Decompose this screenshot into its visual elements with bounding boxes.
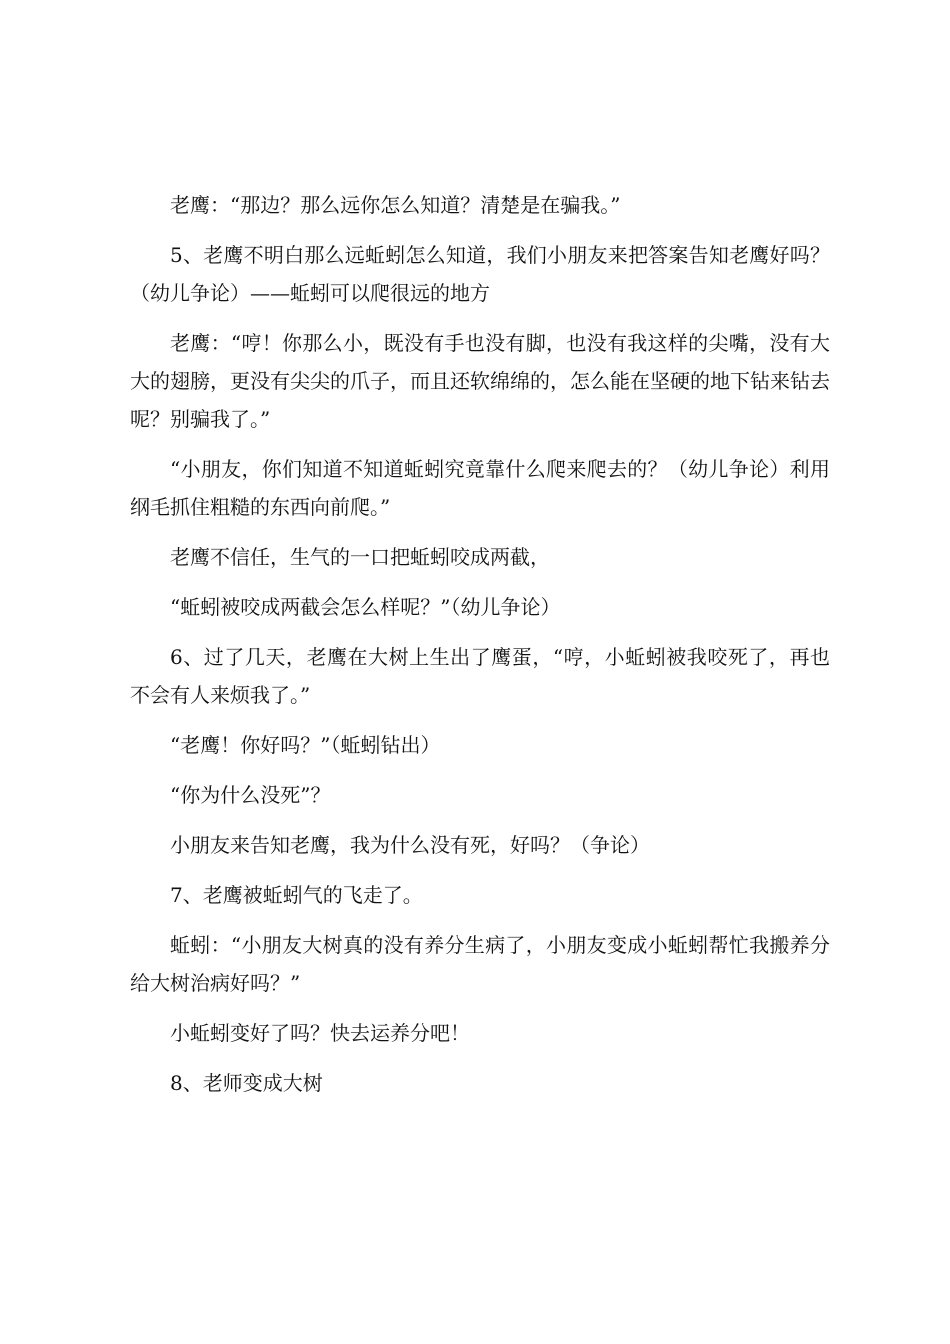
paragraph-why-not-dead: “你为什么没死”？ — [170, 783, 331, 807]
paragraph-earthworm-asks-help: 蚯蚓：“小朋友大树真的没有养分生病了，小朋友变成小蚯蚓帮忙我搬养分给大树治病好吗？” — [130, 933, 830, 995]
paragraph-hello-eagle: “老鹰！你好吗？”（蚯蚓钻出） — [170, 733, 441, 757]
paragraph-step-8: 8、老师变成大树 — [170, 1071, 323, 1095]
paragraph-eagle-doubt: 老鹰：“那边？那么远你怎么知道？清楚是在骗我。” — [170, 193, 621, 217]
paragraph-eagle-scoff: 老鹰：“哼！你那么小，既没有手也没有脚，也没有我这样的尖嘴，没有大大的翅膀，更没有尖尖的爪子，而且还软绵绵的，怎么能在坚硬的地下钻来钻去呢？别骗我了。” — [130, 331, 830, 431]
paragraph-kids-explain: 小朋友来告知老鹰，我为什么没有死，好吗？（争论） — [170, 833, 650, 857]
paragraph-step-7: 7、老鹰被蚯蚓气的飞走了。 — [170, 883, 423, 907]
paragraph-eagle-bites: 老鹰不信任，生气的一口把蚯蚓咬成两截， — [170, 545, 550, 569]
paragraph-carry-nutrients: 小蚯蚓变好了吗？快去运养分吧！ — [170, 1021, 470, 1045]
paragraph-step-6: 6、过了几天，老鹰在大树上生出了鹰蛋，“哼，小蚯蚓被我咬死了，再也不会有人来烦我了。” — [130, 645, 830, 707]
paragraph-two-halves-question: “蚯蚓被咬成两截会怎么样呢？”（幼儿争论） — [170, 595, 561, 619]
paragraph-step-5: 5、老鹰不明白那么远蚯蚓怎么知道，我们小朋友来把答案告知老鹰好吗？（幼儿争论）——蚯蚓可以爬很远的地方 — [130, 243, 830, 305]
paragraph-how-earthworm-crawls: “小朋友，你们知道不知道蚯蚓究竟靠什么爬来爬去的？（幼儿争论）利用纲毛抓住粗糙的东西向前爬。” — [130, 457, 830, 519]
document-body — [130, 186, 830, 1102]
